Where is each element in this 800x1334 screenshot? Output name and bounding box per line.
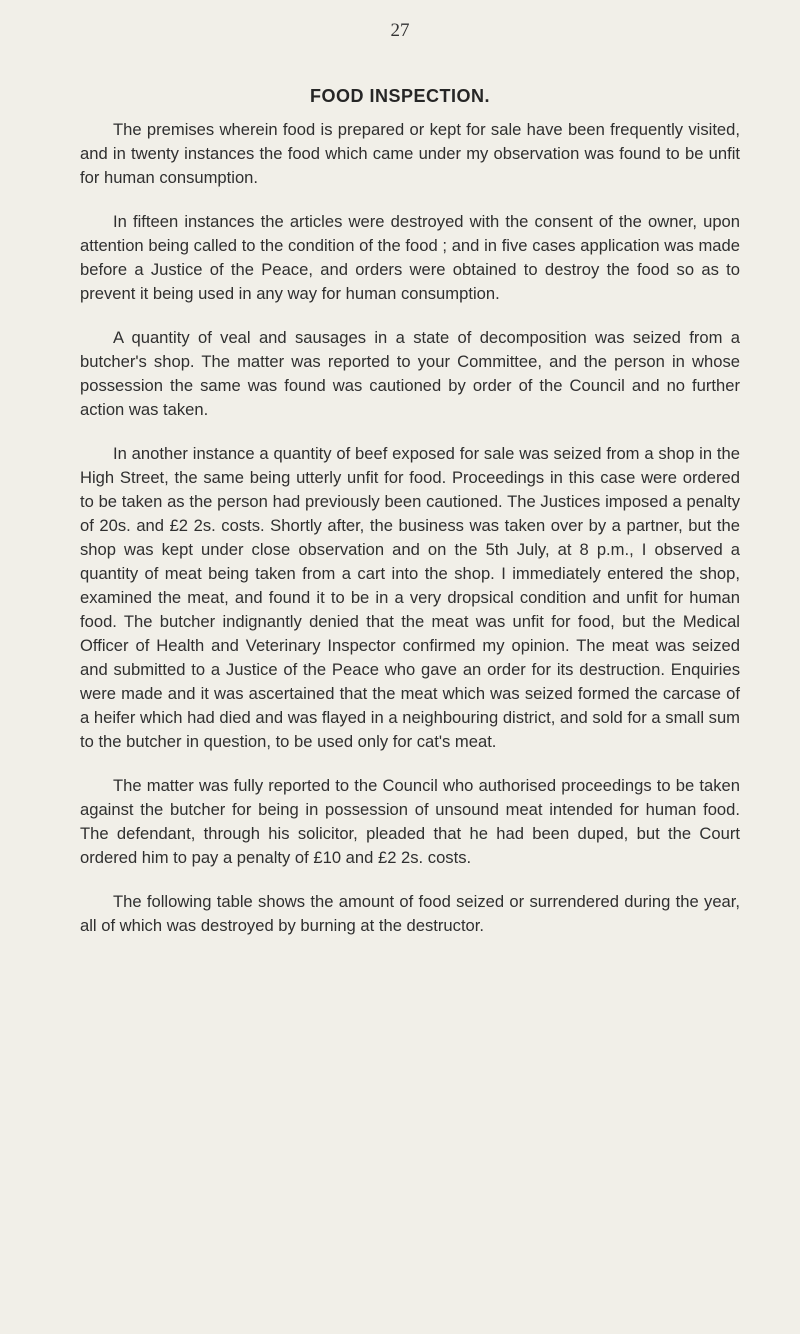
body-text (80, 118, 740, 958)
paragraph-1: The premises wherein food is prepared or kept for sale have been frequently visited, and in twenty instances the food which came under my observation was found to be unfit for human consumption. (80, 120, 740, 187)
section-heading: FOOD INSPECTION. (309, 86, 490, 106)
paragraph-2: In fifteen instances the articles were destroyed with the consent of the owner, upon attention being called to the condition of the food ; and in five cases application was made before a Justice of the Peace, and orders were obtained to destroy the food so as to prevent it being used in any way for human consumption. (80, 212, 740, 303)
page-number: 27 (390, 20, 410, 41)
paragraph-6: The following table shows the amount of food seized or surrendered during the year, all of which was destroyed by burning at the destructor. (80, 892, 740, 935)
paragraph-3: A quantity of veal and sausages in a state of decomposition was seized from a butcher's shop. The matter was reported to your Committee, and the person in whose possession the same was found was cautioned by order of the Council and no further action was taken. (80, 328, 740, 419)
paragraph-4: In another instance a quantity of beef exposed for sale was seized from a shop in the High Street, the same being utterly unfit for food. Proceedings in this case were ordered to be taken as the person had previously been cautioned. The Justices imposed a penalty of 20s. and £2 2s. costs. Shortly after, the business was taken over by a partner, but the shop was kept under close observation and on the 5th July, at 8 p.m., I observed a quantity of meat being taken from a cart into the shop. I immediately entered the shop, examined the meat, and found it to be in a very dropsical condition and unfit for human food. The butcher indignantly denied that the meat was unfit for food, but the Medical Officer of Health and Veterinary Inspector confirmed my opinion. The meat was seized and submitted to a Justice of the Peace who gave an order for its destruction. Enquiries were made and it was ascertained that the meat which was seized formed the carcase of a heifer which had died and was flayed in a neighbouring district, and sold for a small sum to the butcher in question, to be used only for cat's meat. (80, 444, 740, 751)
paragraph-5: The matter was fully reported to the Council who authorised proceedings to be taken against the butcher for being in possession of unsound meat intended for human food. The defendant, through his solicitor, pleaded that he had been duped, but the Court ordered him to pay a penalty of £10 and £2 2s. costs. (80, 776, 740, 867)
